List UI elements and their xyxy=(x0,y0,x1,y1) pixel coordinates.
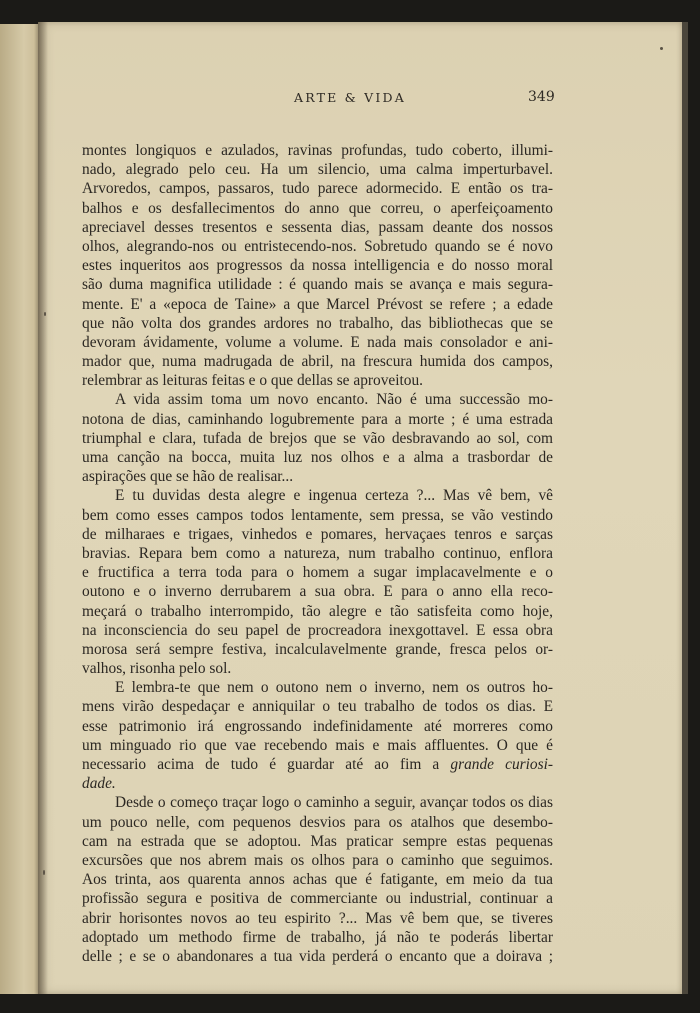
facing-page-edge xyxy=(0,24,40,994)
paper-speck xyxy=(660,47,663,50)
text-line: mente. E' a «epoca de Taine» a que Marcel Prévost se refere ; a edade xyxy=(82,295,553,313)
text-line: devoram ávidamente, volume a volume. E nada mais consolador e ani- xyxy=(82,333,553,351)
text-line: nado, alegrado pelo ceu. Ha um silencio, uma calma imperturbavel. xyxy=(82,161,553,179)
text-line: balhos e os desfallecimentos do anno que correu, o aperfeiçoamento xyxy=(82,199,553,217)
text-line: que não volta dos grandes ardores no trabalho, das bibliothecas que se xyxy=(82,314,553,332)
text-line-with-italic xyxy=(82,755,553,774)
text-line: na inconsciencia do seu papel de procreadora inexgottavel. E essa obra xyxy=(82,621,553,639)
italic-phrase: grande curiosi- xyxy=(450,756,554,773)
page-right-edge xyxy=(682,22,688,994)
text-line: outono e o inverno derrubarem a sua obra. E para o anno ella reco- xyxy=(82,583,553,601)
text-line: dade. xyxy=(82,775,116,793)
text-line: valhos, risonha pelo sol. xyxy=(82,660,232,678)
text-line: uma canção na bocca, muita luz nos olhos e a alma a trasbordar de xyxy=(82,449,553,466)
text-line: relembrar as leituras feitas e o que dellas se aproveitou. xyxy=(82,372,424,390)
text-line: são duma magnifica utilidade : é quando mais se avança e mais segura- xyxy=(82,276,553,294)
text-line: mador que, numa madrugada de abril, na frescura humida dos campos, xyxy=(82,353,553,371)
paper-speck xyxy=(43,870,45,875)
text-line: bravias. Repara bem como a natureza, num trabalho continuo, enflora xyxy=(82,544,553,562)
text-line: bem como esses campos todos lentamente, sem pressa, se vão vestindo xyxy=(82,506,553,524)
text-line: profissão segura e positiva de commerciante ou industrial, continuar a xyxy=(82,890,553,908)
text-line: aspirações que se hão de realisar... xyxy=(82,468,294,486)
text-line: A vida assim toma um novo encanto. Não é uma successão mo- xyxy=(115,391,553,409)
text-line: abrir horisontes novos ao teu espirito ?... Mas vê bem que, se tiveres xyxy=(82,909,553,927)
text-line: mens virão despedaçar e anniquilar o teu trabalho de todos os dias. E xyxy=(82,698,553,716)
text-line: Arvoredos, campos, passaros, tudo parece adormecido. E então os tra- xyxy=(82,180,553,198)
text-line: E lembra-te que nem o outono nem o inverno, nem os outros ho- xyxy=(115,679,553,697)
text-line: Desde o começo traçar logo o caminho a seguir, avançar todos os dias xyxy=(115,794,553,812)
text-line: triumphal e clara, tufada de brejos que se vão desbravando ao sol, com xyxy=(82,429,553,447)
text-line: um minguado rio que vae recebendo mais e mais affluentes. O que é xyxy=(82,736,553,754)
body-text xyxy=(82,141,553,966)
text-line: excursões que nos abrem mais os olhos para o caminho que seguimos. xyxy=(82,851,553,869)
text-line: delle ; e se o abandonares a tua vida perderá o encanto que a doirava ; xyxy=(82,947,553,965)
text-line: olhos, alegrando-nos ou entristecendo-nos. Sobretudo quando se é novo xyxy=(82,237,553,255)
text-line: meçará o trabalho interrompido, tão alegre e tão satisfeita como hoje, xyxy=(82,602,553,620)
page-number: 349 xyxy=(528,89,555,105)
text-line: Aos trinta, aos quarenta annos achas que é fatigante, em meio da tua xyxy=(82,871,553,889)
text-line: cam na estrada que se adoptou. Mas praticar sempre estas pequenas xyxy=(82,832,553,850)
text-line: um pouco nelle, com pequenos desvios para os atalhos que desembo- xyxy=(82,813,553,831)
text-line: esse patrimonio irá engrossando indefinidamente até morreres como xyxy=(82,717,553,735)
text-line: E tu duvidas desta alegre e ingenua certeza ?... Mas vê bem, vê xyxy=(115,487,553,505)
text-line: morosa será sempre festiva, incalculavelmente grande, fresca pelos or- xyxy=(82,640,553,658)
text-line: apreciavel desses tresentos e sessenta dias, passam deante dos nossos xyxy=(82,218,553,236)
text-line: e fructifica a terra toda para o homem a sugar implacavelmente e o xyxy=(82,564,553,582)
page-gutter-shadow xyxy=(38,22,48,994)
text-line: de milharaes e trigaes, vinhedos e pomares, hervaçaes tenros e sarças xyxy=(82,525,553,543)
text-line-lead: necessario acima de tudo é guardar até ao fim a xyxy=(82,756,440,773)
text-line: adoptado um methodo firme de trabalho, já não te poderás libertar xyxy=(82,928,553,946)
text-line: notona de dias, caminhando logubremente para a morte ; é uma estrada xyxy=(82,410,553,428)
text-line: montes longiquos e azulados, ravinas profundas, tudo coberto, illumi- xyxy=(82,142,553,159)
paper-speck xyxy=(44,312,46,316)
running-title: ARTE & VIDA xyxy=(294,90,406,105)
text-line: estes inqueritos aos progressos da nossa intelligencia e do nosso moral xyxy=(82,257,553,275)
